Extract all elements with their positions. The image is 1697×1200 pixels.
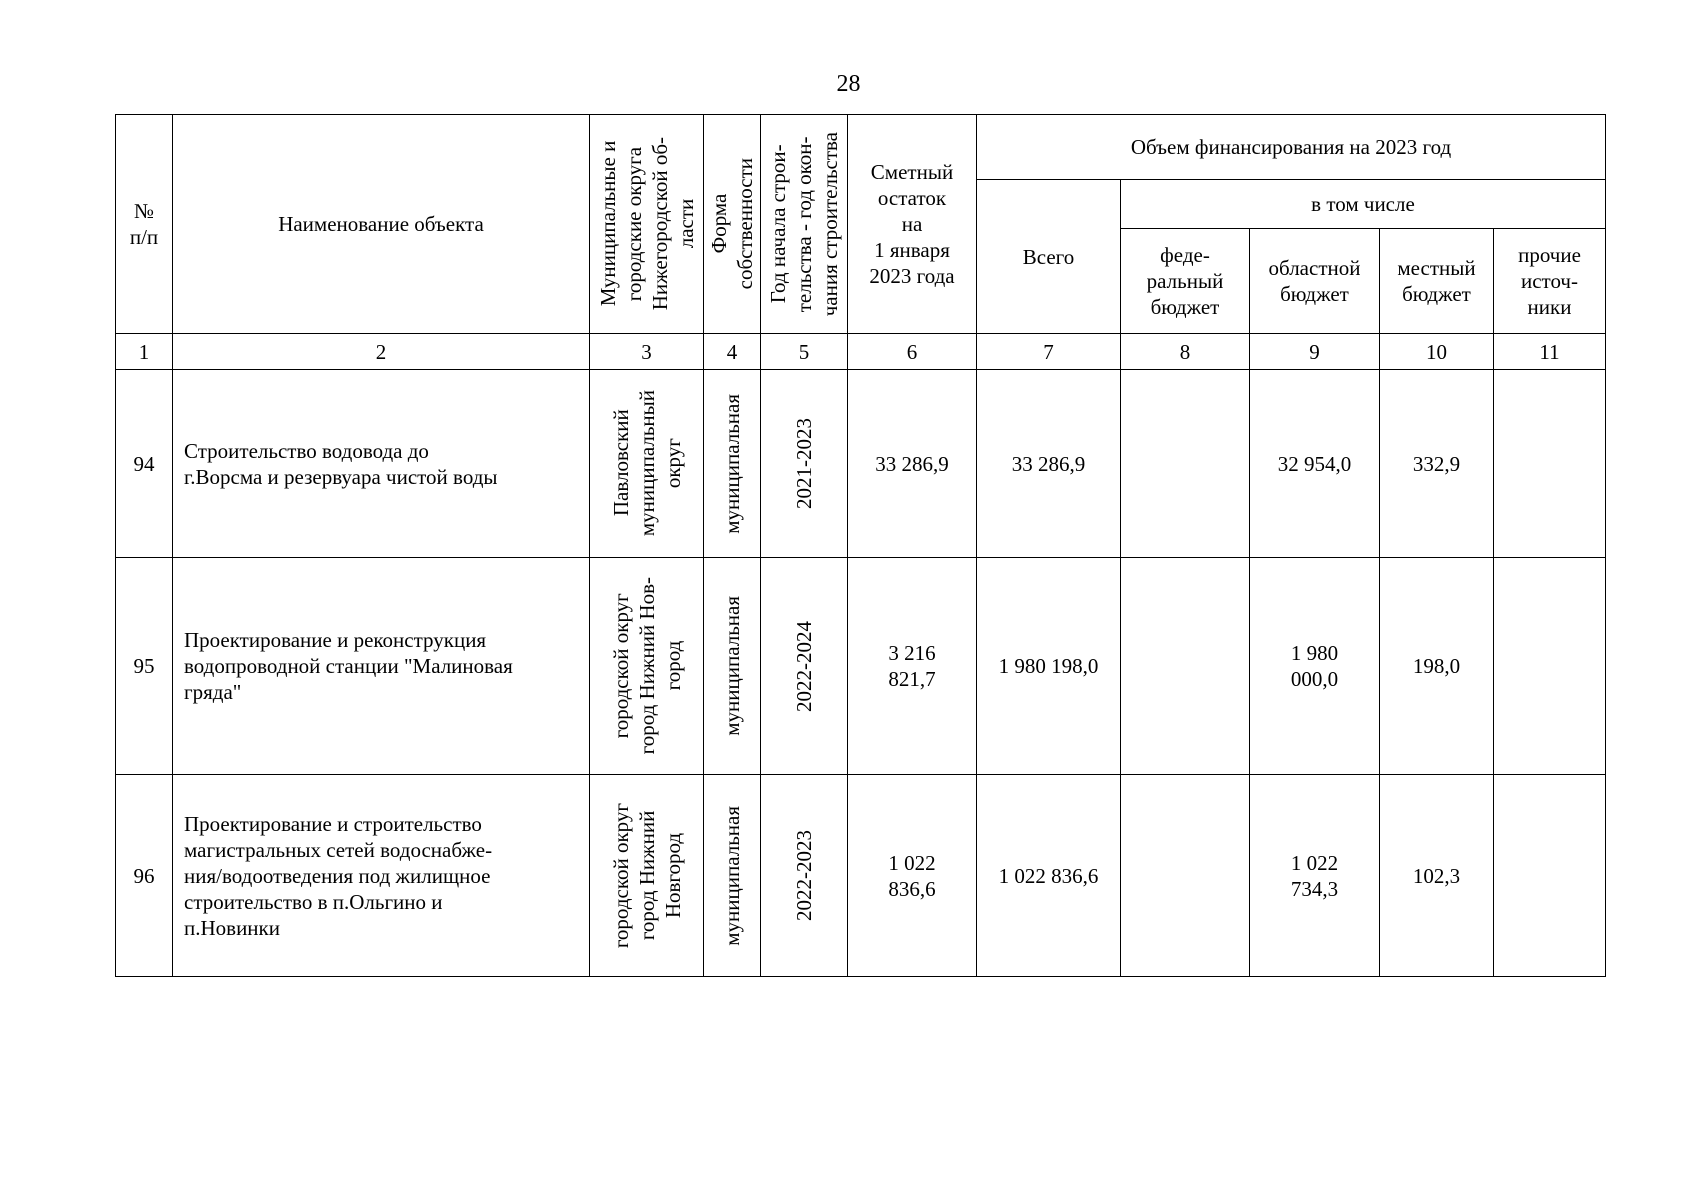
district-cell: [590, 775, 704, 977]
local-value: 102,3: [1380, 775, 1494, 977]
years-cell: [761, 370, 848, 558]
years-text: 2022-2024: [792, 620, 816, 712]
district-text: городской округ город Нижний Нов- город: [608, 577, 685, 755]
column-numbers-row: [116, 334, 1606, 370]
row-number: 96: [116, 775, 173, 977]
column-number: 3: [590, 334, 704, 370]
column-number: 2: [173, 334, 590, 370]
local-value: 198,0: [1380, 558, 1494, 775]
total-value: 1 980 198,0: [977, 558, 1121, 775]
years-cell: [761, 558, 848, 775]
header-regional: областной бюджет: [1250, 229, 1380, 334]
district-cell: [590, 370, 704, 558]
header-estimate: Сметный остаток на 1 января 2023 года: [848, 115, 977, 334]
ownership-text: муниципальная: [720, 805, 744, 946]
page-number: 28: [836, 71, 861, 97]
header-federal: феде- ральный бюджет: [1121, 229, 1250, 334]
regional-value: 32 954,0: [1250, 370, 1380, 558]
header-ownership: [704, 115, 761, 334]
column-number: 5: [761, 334, 848, 370]
local-value: 332,9: [1380, 370, 1494, 558]
district-text: Павловский муниципальный округ: [608, 390, 685, 537]
federal-value: [1121, 775, 1250, 977]
district-cell: [590, 558, 704, 775]
header-total: Всего: [977, 180, 1121, 334]
total-value: 33 286,9: [977, 370, 1121, 558]
ownership-text: муниципальная: [720, 393, 744, 534]
object-name: Строительство водовода до г.Ворсма и резервуара чистой воды: [173, 370, 590, 558]
header-financing-group: Объем финансирования на 2023 год: [977, 115, 1606, 180]
column-number: 10: [1380, 334, 1494, 370]
table-body: [116, 370, 1606, 977]
financing-table: [115, 114, 1606, 977]
ownership-cell: [704, 558, 761, 775]
other-value: [1494, 558, 1606, 775]
column-number: 7: [977, 334, 1121, 370]
other-value: [1494, 370, 1606, 558]
row-number: 94: [116, 370, 173, 558]
column-number: 8: [1121, 334, 1250, 370]
ownership-cell: [704, 370, 761, 558]
object-name: Проектирование и строительство магистральных сетей водоснабже- ния/водоотведения под жилищное строительство в п.Ольгино и п.Новинки: [173, 775, 590, 977]
regional-value: 1 980 000,0: [1250, 558, 1380, 775]
header-years-text: Год начала строи- тельства - год окон- чания строительства: [766, 131, 842, 317]
federal-value: [1121, 370, 1250, 558]
header-row-number: № п/п: [116, 115, 173, 334]
years-text: 2022-2023: [792, 830, 816, 921]
table-row: [116, 558, 1606, 775]
header-object-name: Наименование объекта: [173, 115, 590, 334]
header-district: [590, 115, 704, 334]
regional-value: 1 022 734,3: [1250, 775, 1380, 977]
row-number: 95: [116, 558, 173, 775]
header-years: [761, 115, 848, 334]
other-value: [1494, 775, 1606, 977]
object-name: Проектирование и реконструкция водопроводной станции "Малиновая гряда": [173, 558, 590, 775]
column-number: 9: [1250, 334, 1380, 370]
column-number: 1: [116, 334, 173, 370]
table-row: [116, 775, 1606, 977]
table-row: [116, 370, 1606, 558]
years-cell: [761, 775, 848, 977]
column-number: 6: [848, 334, 977, 370]
estimate-value: 33 286,9: [848, 370, 977, 558]
ownership-text: муниципальная: [720, 596, 744, 736]
header-other: прочие источ- ники: [1494, 229, 1606, 334]
header-local: местный бюджет: [1380, 229, 1494, 334]
years-text: 2021-2023: [792, 418, 816, 509]
header-ownership-text: Форма собственности: [707, 158, 757, 290]
header-district-text: Муниципальные и городские округа Нижегородской об- ласти: [595, 137, 698, 311]
ownership-cell: [704, 775, 761, 977]
district-text: городской округ город Нижний Новгород: [608, 802, 685, 949]
column-number: 11: [1494, 334, 1606, 370]
header-including: в том числе: [1121, 180, 1606, 229]
federal-value: [1121, 558, 1250, 775]
estimate-value: 1 022 836,6: [848, 775, 977, 977]
column-number: 4: [704, 334, 761, 370]
estimate-value: 3 216 821,7: [848, 558, 977, 775]
table-header: [116, 115, 1606, 370]
total-value: 1 022 836,6: [977, 775, 1121, 977]
